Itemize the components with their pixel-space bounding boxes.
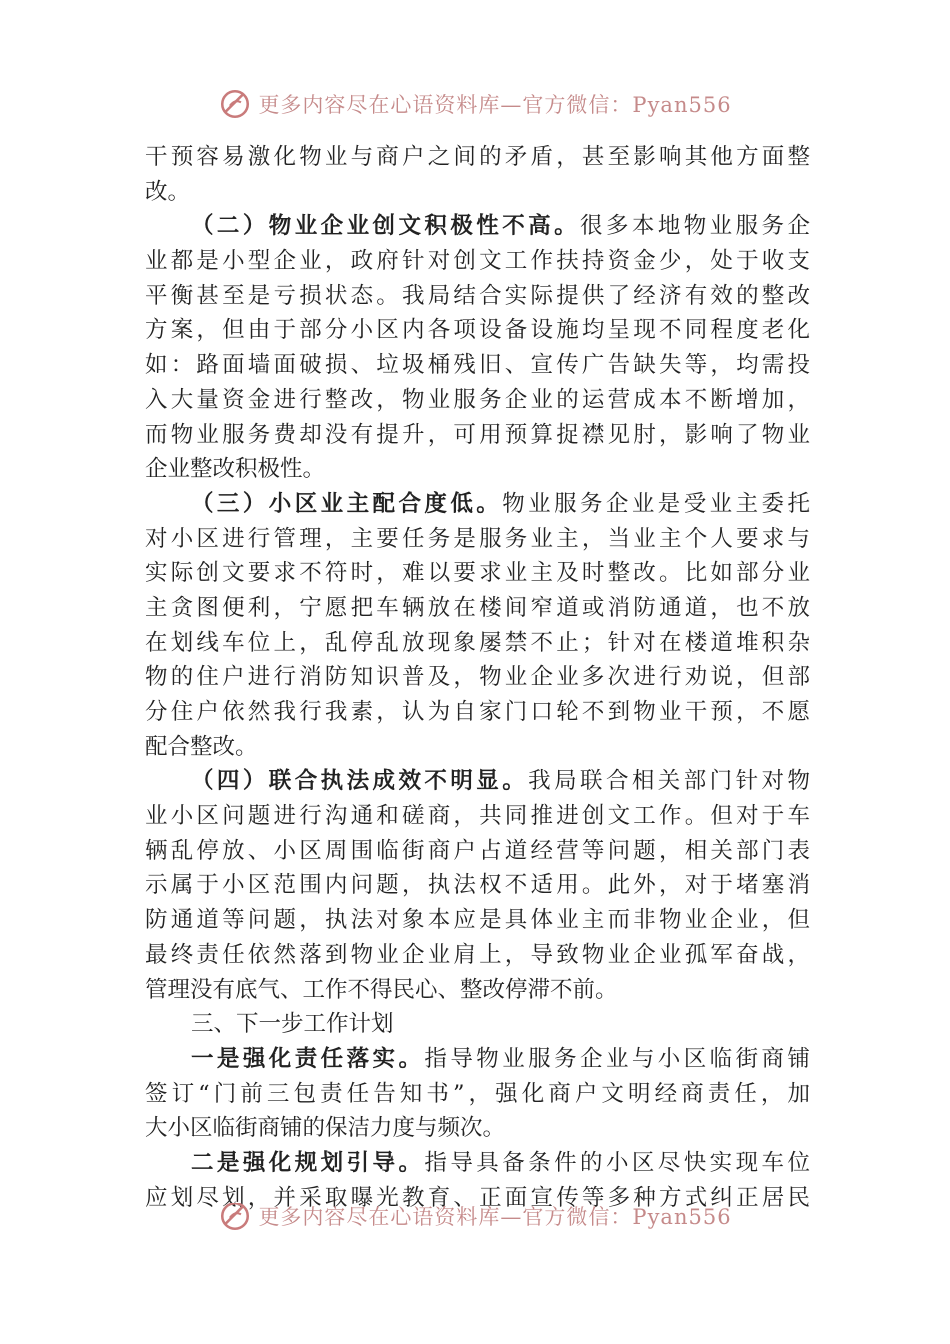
text-line: 平衡甚至是亏损状态。我局结合实际提供了经济有效的整改 <box>145 282 810 309</box>
text-line: 对小区进行管理，主要任务是服务业主，当业主个人要求与 <box>145 525 810 552</box>
text-line: 最终责任依然落到物业企业肩上，导致物业企业孤军奋战， <box>145 941 810 968</box>
text-line: 防通道等问题，执法对象本应是具体业主而非物业企业，但 <box>145 907 810 934</box>
paragraph-first-line <box>145 209 810 244</box>
watermark-footer-inner <box>218 1203 731 1233</box>
text-line: 签订“门前三包责任告知书”，强化商户文明经商责任，加 <box>145 1080 810 1107</box>
text-line: 辆乱停放、小区周围临街商户占道经营等问题，相关部门表 <box>145 837 810 864</box>
text-line: 如：路面墙面破损、垃圾桶残旧、宣传广告缺失等，均需投 <box>145 352 810 379</box>
plan-item-two-title: 二是强化规划引导。 <box>191 1149 425 1176</box>
text-line: 管理没有底气、工作不得民心、整改停滞不前。 <box>145 976 618 1003</box>
plan-item-one-title: 一是强化责任落实。 <box>191 1045 425 1072</box>
text-line: 而物业服务费却没有提升，可用预算捉襟见肘，影响了物业 <box>145 421 810 448</box>
watermark-text: 更多内容尽在心语资料库—官方微信：Pyan556 <box>258 1205 732 1229</box>
text-line: 在划线车位上，乱停乱放现象屡禁不止；针对在楼道堆积杂 <box>145 629 810 656</box>
text-line: 分住户依然我行我素，认为自家门口轮不到物业干预，不愿 <box>145 699 810 725</box>
watermark-footer <box>0 1203 950 1237</box>
text-line: 入大量资金进行整改，物业服务企业的运营成本不断增加， <box>145 386 810 413</box>
text-line: 应划尽划，并采取曝光教育、正面宣传等多种方式纠正居民 <box>145 1184 810 1211</box>
watermark-text: 更多内容尽在心语资料库—官方微信：Pyan556 <box>258 93 732 117</box>
subheading-two: （二）物业企业创文积极性不高。 <box>191 213 581 240</box>
text-segment: 很多本地物业服务企 <box>580 213 810 240</box>
text-segment: 我局联合相关部门针对物 <box>528 768 810 795</box>
paragraph-first-line <box>145 1146 810 1181</box>
text-line: 方案，但由于部分小区内各项设备设施均呈现不同程度老化 <box>145 317 810 344</box>
subheading-three: （三）小区业主配合度低。 <box>191 490 503 517</box>
subheading-four: （四）联合执法成效不明显。 <box>191 768 529 795</box>
section-heading: 三、下一步工作计划 <box>191 1011 394 1038</box>
text-segment: 物业服务企业是受业主委托 <box>502 490 810 517</box>
paragraph-first-line <box>145 1042 810 1077</box>
document-body <box>145 140 810 1215</box>
text-line: 主贪图便利，宁愿把车辆放在楼间窄道或消防通道，也不放 <box>145 594 810 621</box>
text-line: 示属于小区范围内问题，执法权不适用。此外，对于堵塞消 <box>145 872 810 899</box>
text-line: 业都是小型企业，政府针对创文工作扶持资金少，处于收支 <box>145 248 810 275</box>
pen-logo-icon <box>218 87 252 121</box>
paragraph-first-line <box>145 764 810 799</box>
paragraph-first-line <box>145 487 810 522</box>
text-line: 大小区临街商铺的保洁力度与频次。 <box>145 1115 506 1142</box>
text-line: 业小区问题进行沟通和磋商，共同推进创文工作。但对于车 <box>145 803 810 830</box>
text-line: 干预容易激化物业与商户之间的矛盾，甚至影响其他方面整 <box>145 144 810 170</box>
text-line: 物的住户进行消防知识普及，物业企业多次进行劝说，但部 <box>145 664 810 691</box>
text-line: 企业整改积极性。 <box>145 456 326 483</box>
watermark-header <box>0 84 950 124</box>
text-line: 实际创文要求不符时，难以要求业主及时整改。比如部分业 <box>145 560 810 587</box>
pen-logo-icon <box>218 1203 252 1233</box>
text-line: 改。 <box>145 178 191 205</box>
text-segment: 指导具备条件的小区尽快实现车位 <box>424 1149 810 1176</box>
text-segment: 指导物业服务企业与小区临街商铺 <box>424 1045 810 1072</box>
text-line: 配合整改。 <box>145 733 258 760</box>
